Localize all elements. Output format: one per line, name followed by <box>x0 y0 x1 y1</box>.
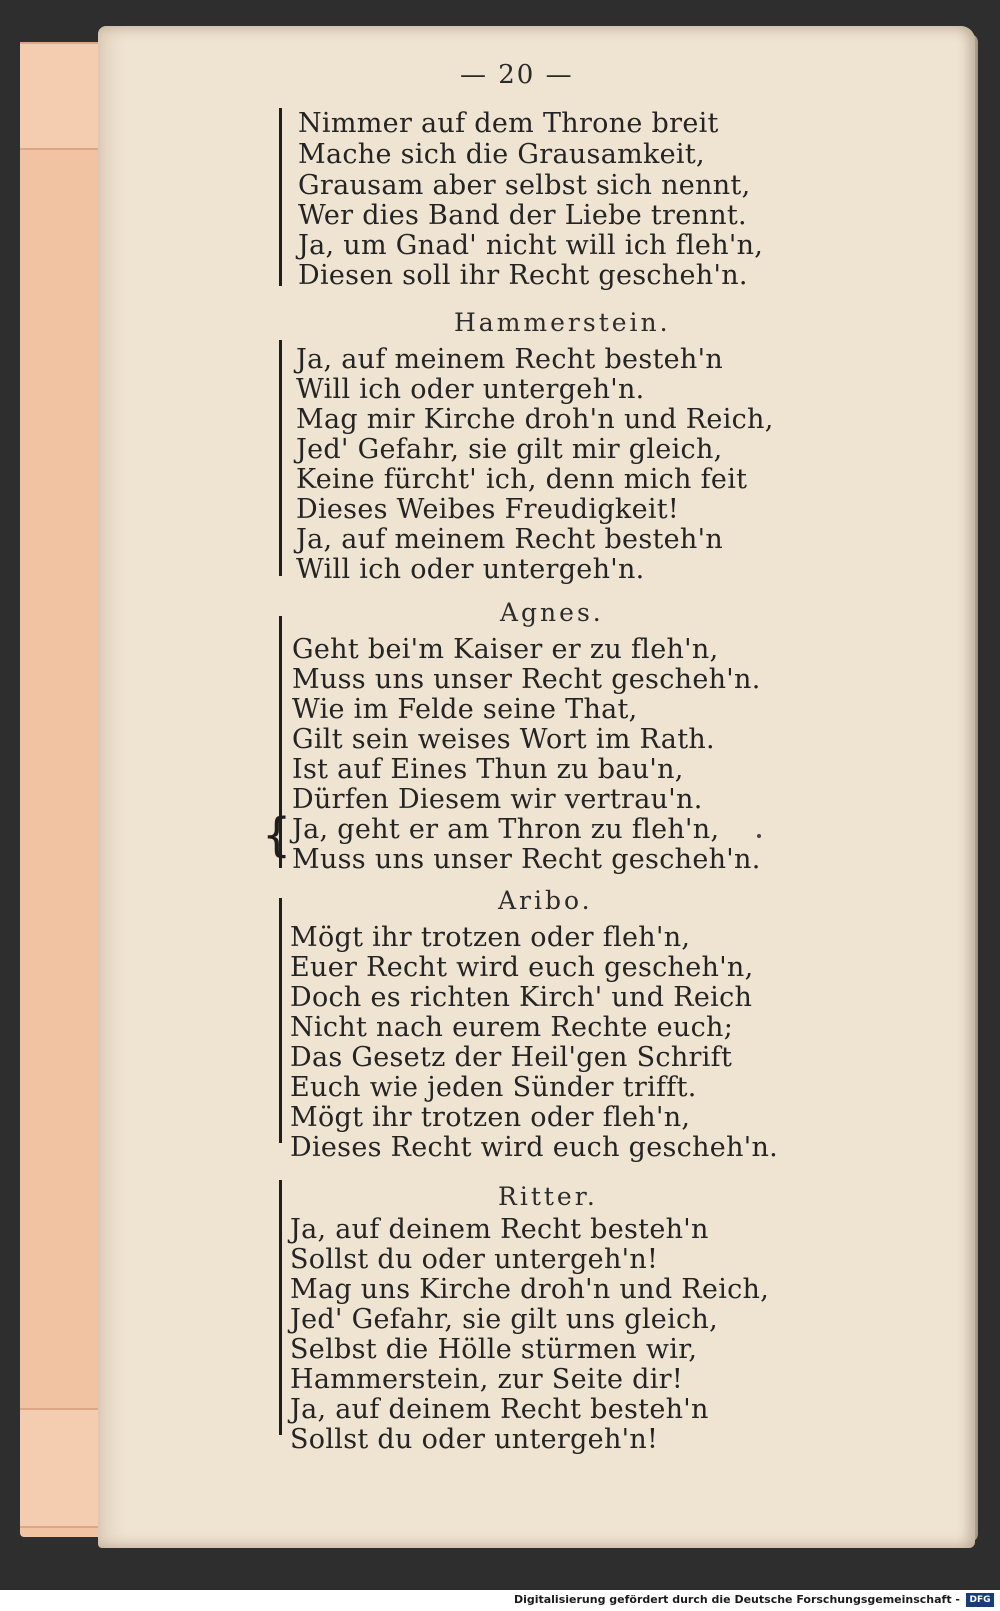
verse-line: Diesen soll ihr Recht gescheh'n. <box>298 260 748 291</box>
footer-credit: Digitalisierung gefördert durch die Deutsche Forschungsgemeinschaft - <box>513 1593 960 1606</box>
verse-line: Wer dies Band der Liebe trennt. <box>298 200 747 231</box>
verse-line: Geht bei'm Kaiser er zu fleh'n, <box>292 634 719 665</box>
verse-line: Wie im Felde seine That, <box>292 694 638 725</box>
verse-line: Dieses Weibes Freudigkeit! <box>296 494 680 525</box>
margin-bracket <box>279 898 282 1143</box>
verse-line: Sollst du oder untergeh'n! <box>290 1424 659 1455</box>
verse-line: Mögt ihr trotzen oder fleh'n, <box>290 1102 691 1133</box>
margin-bracket <box>279 1180 282 1435</box>
verse-line: Ja, auf deinem Recht besteh'n <box>290 1394 709 1425</box>
speaker-name: Ritter. <box>498 1182 598 1211</box>
verse-line: Grausam aber selbst sich nennt, <box>298 170 751 201</box>
speaker-name: Aribo. <box>498 886 593 915</box>
verse-line: Jed' Gefahr, sie gilt uns gleich, <box>290 1304 719 1335</box>
verse-line: Mag mir Kirche droh'n und Reich, <box>296 404 774 435</box>
verse-line: Hammerstein, zur Seite dir! <box>290 1364 684 1395</box>
verse-line: Will ich oder untergeh'n. <box>296 554 645 585</box>
verse-line: Ja, geht er am Thron zu fleh'n, <box>292 814 720 845</box>
verse-line: Ja, um Gnad' nicht will ich fleh'n, <box>298 230 764 261</box>
verse-line: Ja, auf meinem Recht besteh'n <box>296 344 724 375</box>
margin-bracket <box>279 108 282 286</box>
verse-line: Dürfen Diesem wir vertrau'n. <box>292 784 703 815</box>
verse-line: Selbst die Hölle stürmen wir, <box>290 1334 698 1365</box>
speaker-name: Agnes. <box>500 598 604 627</box>
ink-speck <box>757 834 761 838</box>
dfg-logo: DFG <box>966 1593 994 1607</box>
verse-line: Sollst du oder untergeh'n! <box>290 1244 659 1275</box>
verse-line: Mag uns Kirche droh'n und Reich, <box>290 1274 770 1305</box>
verse-line: Gilt sein weises Wort im Rath. <box>292 724 715 755</box>
verse-line: Mögt ihr trotzen oder fleh'n, <box>290 922 691 953</box>
verse-line: Ja, auf deinem Recht besteh'n <box>290 1214 709 1245</box>
margin-bracket <box>279 340 282 576</box>
verse-line: Doch es richten Kirch' und Reich <box>290 982 753 1013</box>
verse-line: Keine fürcht' ich, denn mich feit <box>296 464 748 495</box>
page-number: — 20 — <box>460 60 574 90</box>
verse-line: Nimmer auf dem Throne breit <box>298 108 719 139</box>
verse-line: Dieses Recht wird euch gescheh'n. <box>290 1132 779 1163</box>
verse-line: Ja, auf meinem Recht besteh'n <box>296 524 724 555</box>
verse-line: Euch wie jeden Sünder trifft. <box>290 1072 697 1103</box>
verse-line: Jed' Gefahr, sie gilt mir gleich, <box>296 434 723 465</box>
speaker-name: Hammerstein. <box>454 308 671 337</box>
verse-line: Mache sich die Grausamkeit, <box>298 139 705 170</box>
curly-brace-mark: { <box>262 808 292 862</box>
verse-line: Muss uns unser Recht gescheh'n. <box>292 844 761 875</box>
verse-line: Das Gesetz der Heil'gen Schrift <box>290 1042 733 1073</box>
verse-line: Ist auf Eines Thun zu bau'n, <box>292 754 684 785</box>
verse-line: Nicht nach eurem Rechte euch; <box>290 1012 734 1043</box>
verse-line: Muss uns unser Recht gescheh'n. <box>292 664 761 695</box>
verse-line: Will ich oder untergeh'n. <box>296 374 645 405</box>
verse-line: Euer Recht wird euch gescheh'n, <box>290 952 754 983</box>
